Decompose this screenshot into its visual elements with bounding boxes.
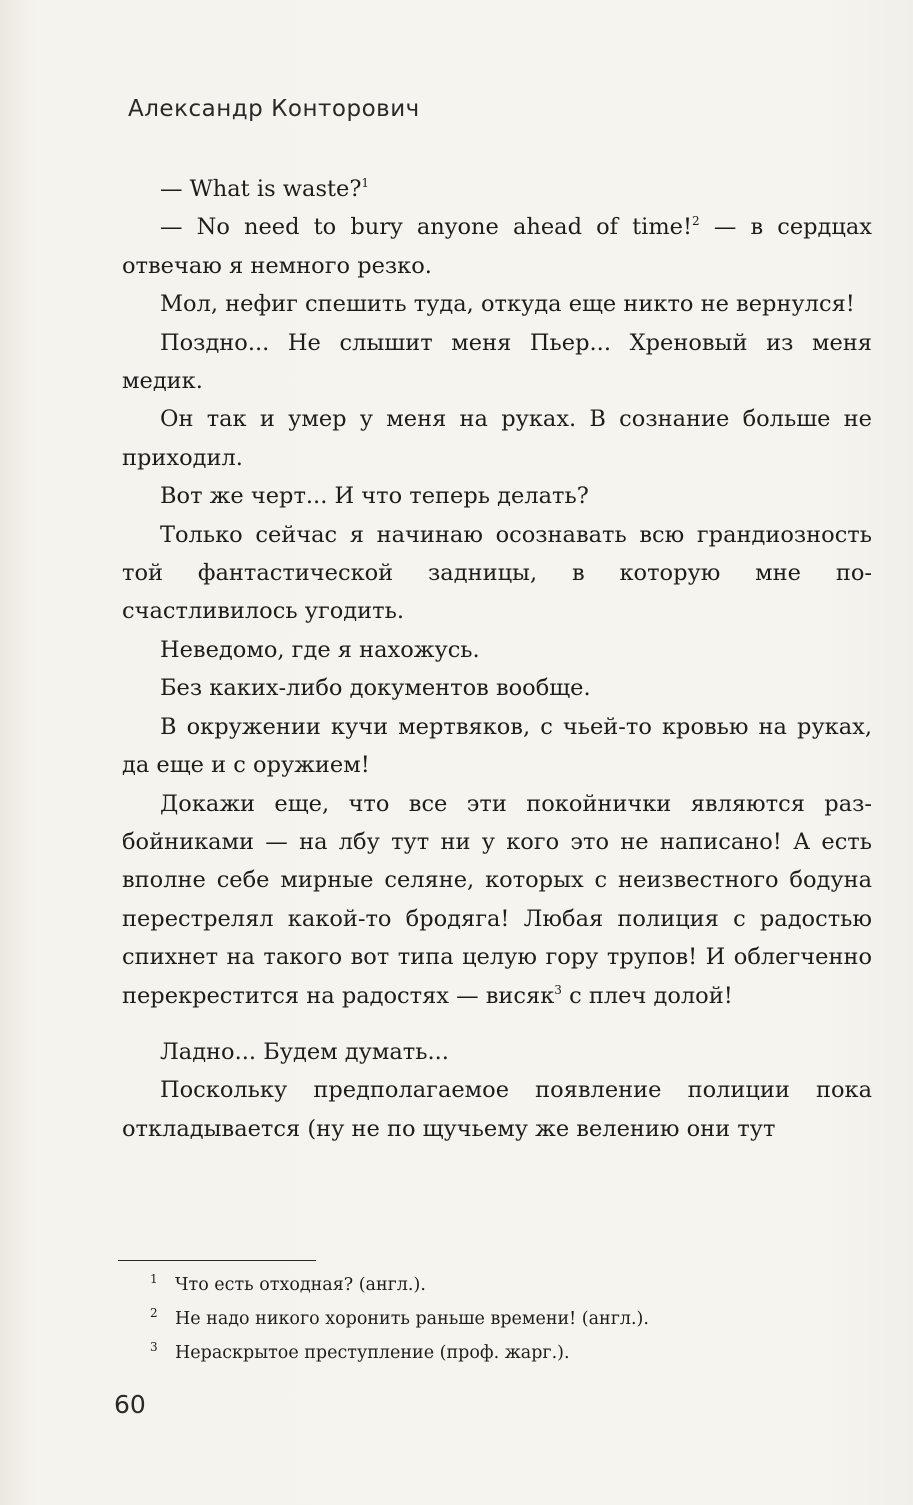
footnote: 2 Не надо никого хоронить раньше времени! (англ.). [150, 1306, 649, 1329]
paragraph: Неведомо, где я нахожусь. [160, 636, 480, 663]
page-number: 60 [114, 1390, 146, 1419]
footnote-text: Не надо никого хоронить раньше времени! (англ.). [175, 1309, 649, 1329]
paragraph: В окружении кучи мертвяков, с чьей-то кровью на руках, да еще и с оружием! [122, 713, 872, 779]
paragraph: — What is waste?$^1$ [160, 176, 370, 202]
footnote-text: Что есть отходная? (англ.). [175, 1275, 426, 1295]
footnote-ref: 1 [361, 176, 370, 190]
footnote-text: Нераскрытое преступление (проф. жарг.). [175, 1343, 570, 1363]
paragraph: Докажи еще, что все эти покойнички являются разбойниками — на лбу тут ни у кого это не написано! А есть вполне себе мирные селяне, которых с неизвестного бодуна перестрелял какой-то бродяга! Любая полиция с радостью спихнет на такого вот типа целую гору трупов! И облегченно перекрестится на радостях — висяк$^3$ с плеч долой! [122, 790, 872, 1009]
footnote: 3 Нераскрытое преступление (проф. жарг.). [150, 1340, 570, 1363]
footnote-divider [118, 1260, 316, 1261]
paragraph: Мол, нефиг спешить туда, откуда еще никто не вернулся! [160, 291, 855, 318]
footnotes [122, 1268, 872, 1370]
footnote: 1 Что есть отходная? (англ.). [150, 1272, 426, 1295]
paragraph: Ладно... Будем думать... [160, 1038, 449, 1065]
paragraph: Он так и умер у меня на руках. В сознание больше не приходил. [122, 406, 872, 471]
footnote-ref: 3 [554, 982, 562, 997]
footnote-ref: 2 [692, 214, 700, 229]
paragraph: Только сейчас я начинаю осознавать всю грандиозность той фантастической задницы, в которую мне посчастливилось угодить. [122, 521, 872, 625]
paragraph: Вот же черт... И что теперь делать? [160, 483, 589, 510]
paragraph: Без каких-либо документов вообще. [160, 675, 591, 702]
paragraph: Поскольку предполагаемое появление полиции пока откладывается (ну не по щучьему же велению они тут [122, 1077, 872, 1142]
paragraph: Поздно... Не слышит меня Пьер... Хреновый из меня медик. [122, 329, 872, 395]
running-head: Александр Конторович [128, 96, 420, 122]
paragraph: — No need to bury anyone ahead of time!$^2$ — в сердцах отвечаю я немного резко. [122, 214, 872, 279]
body-text [122, 170, 872, 1148]
